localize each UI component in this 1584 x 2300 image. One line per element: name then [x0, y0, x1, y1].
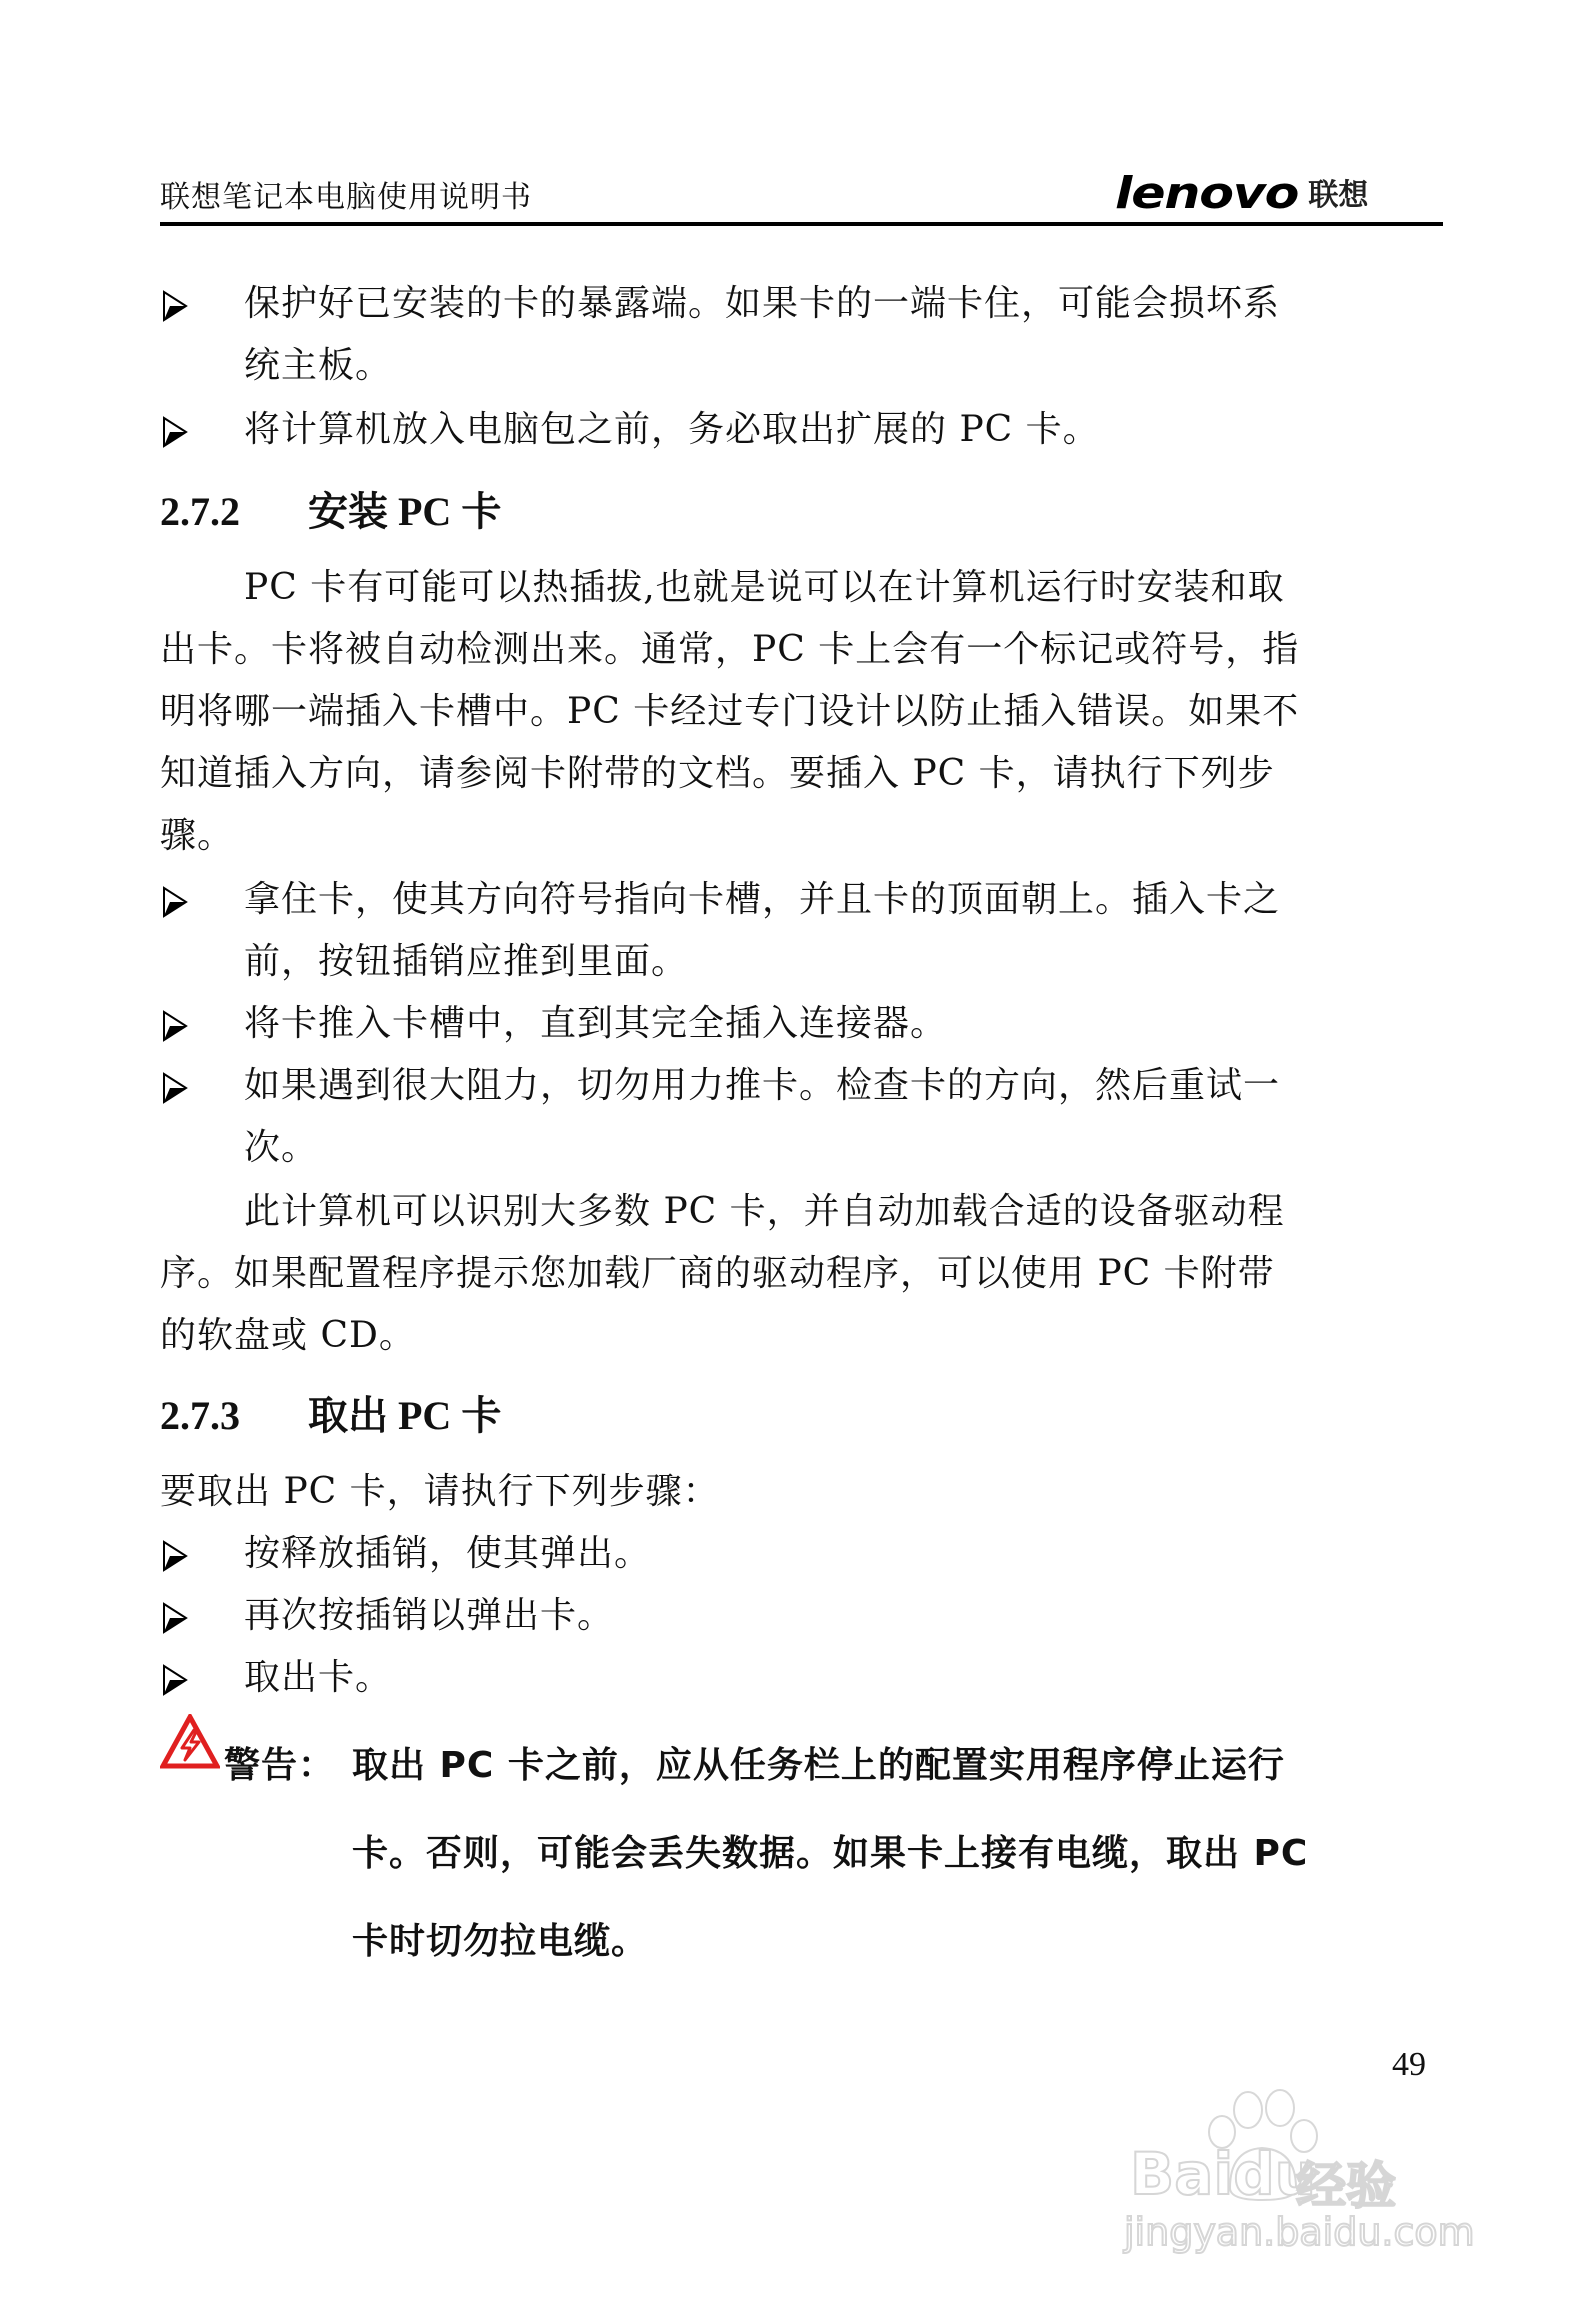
watermark-brand: Baidu	[1130, 2140, 1317, 2208]
logo-chinese: 联想	[1308, 178, 1369, 213]
paragraph-line: 明将哪一端插入卡槽中。PC 卡经过专门设计以防止插入错误。如果不	[160, 691, 1300, 732]
warning-text: 卡时切勿拉电缆。	[352, 1921, 649, 1962]
step-text: 拿住卡，使其方向符号指向卡槽，并且卡的顶面朝上。插入卡之	[244, 879, 1281, 920]
paragraph-line: 此计算机可以识别大多数 PC 卡，并自动加载合适的设备驱动程	[244, 1191, 1285, 1232]
paragraph-line: 序。如果配置程序提示您加载厂商的驱动程序，可以使用 PC 卡附带	[160, 1253, 1275, 1294]
section-title: 取出 PC 卡	[308, 1393, 502, 1438]
warning-text: 取出 PC 卡之前，应从任务栏上的配置实用程序停止运行	[352, 1745, 1285, 1786]
bullet-text: 统主板。	[244, 345, 393, 386]
arrow-bullet-icon	[162, 1602, 190, 1634]
watermark-brand-cn: 经验	[1296, 2157, 1396, 2215]
paragraph-line: 知道插入方向，请参阅卡附带的文档。要插入 PC 卡，请执行下列步	[160, 753, 1275, 794]
section-heading-273	[160, 1394, 501, 1438]
arrow-bullet-icon	[162, 290, 190, 322]
warning-label: 警告：	[224, 1745, 336, 1786]
paragraph-line: 出卡。卡将被自动检测出来。通常，PC 卡上会有一个标记或符号，指	[160, 629, 1300, 670]
baidu-jingyan-watermark	[1120, 2060, 1475, 2260]
paragraph-line: 的软盘或 CD。	[160, 1315, 416, 1356]
bullet-text: 将计算机放入电脑包之前，务必取出扩展的 PC 卡。	[244, 409, 1100, 450]
step-text: 按释放插销，使其弹出。	[244, 1533, 652, 1574]
section-number: 2.7.3	[160, 1393, 240, 1438]
section-number: 2.7.2	[160, 489, 240, 534]
arrow-bullet-icon	[162, 1664, 190, 1696]
manual-title: 联想笔记本电脑使用说明书	[160, 180, 532, 215]
step-text: 如果遇到很大阻力，切勿用力推卡。检查卡的方向，然后重试一	[244, 1065, 1281, 1106]
arrow-bullet-icon	[162, 1072, 190, 1104]
section-title: 安装 PC 卡	[308, 489, 502, 534]
arrow-bullet-icon	[162, 886, 190, 918]
step-text: 前，按钮插销应推到里面。	[244, 941, 689, 982]
step-text: 再次按插销以弹出卡。	[244, 1595, 615, 1636]
bullet-text: 保护好已安装的卡的暴露端。如果卡的一端卡住，可能会损坏系	[244, 283, 1281, 324]
arrow-bullet-icon	[162, 1540, 190, 1572]
paragraph-line: 骤。	[160, 815, 235, 856]
logo-wordmark: lenovo	[1115, 168, 1299, 219]
high-voltage-warning-icon	[160, 1714, 220, 1770]
step-text: 将卡推入卡槽中，直到其完全插入连接器。	[244, 1003, 948, 1044]
watermark-url: jingyan.baidu.com	[1124, 2210, 1475, 2254]
warning-text: 卡。否则，可能会丢失数据。如果卡上接有电缆，取出 PC	[352, 1833, 1309, 1874]
header-divider	[160, 222, 1443, 226]
section-heading-272	[160, 490, 501, 534]
step-text: 次。	[244, 1127, 319, 1168]
arrow-bullet-icon	[162, 1010, 190, 1042]
page-number: 49	[1392, 2046, 1426, 2083]
step-text: 取出卡。	[244, 1657, 393, 1698]
arrow-bullet-icon	[162, 416, 190, 448]
paragraph-line: PC 卡有可能可以热插拔,也就是说可以在计算机运行时安装和取	[244, 567, 1285, 608]
paragraph-line: 要取出 PC 卡，请执行下列步骤：	[160, 1471, 720, 1512]
lenovo-logo	[1115, 166, 1369, 219]
